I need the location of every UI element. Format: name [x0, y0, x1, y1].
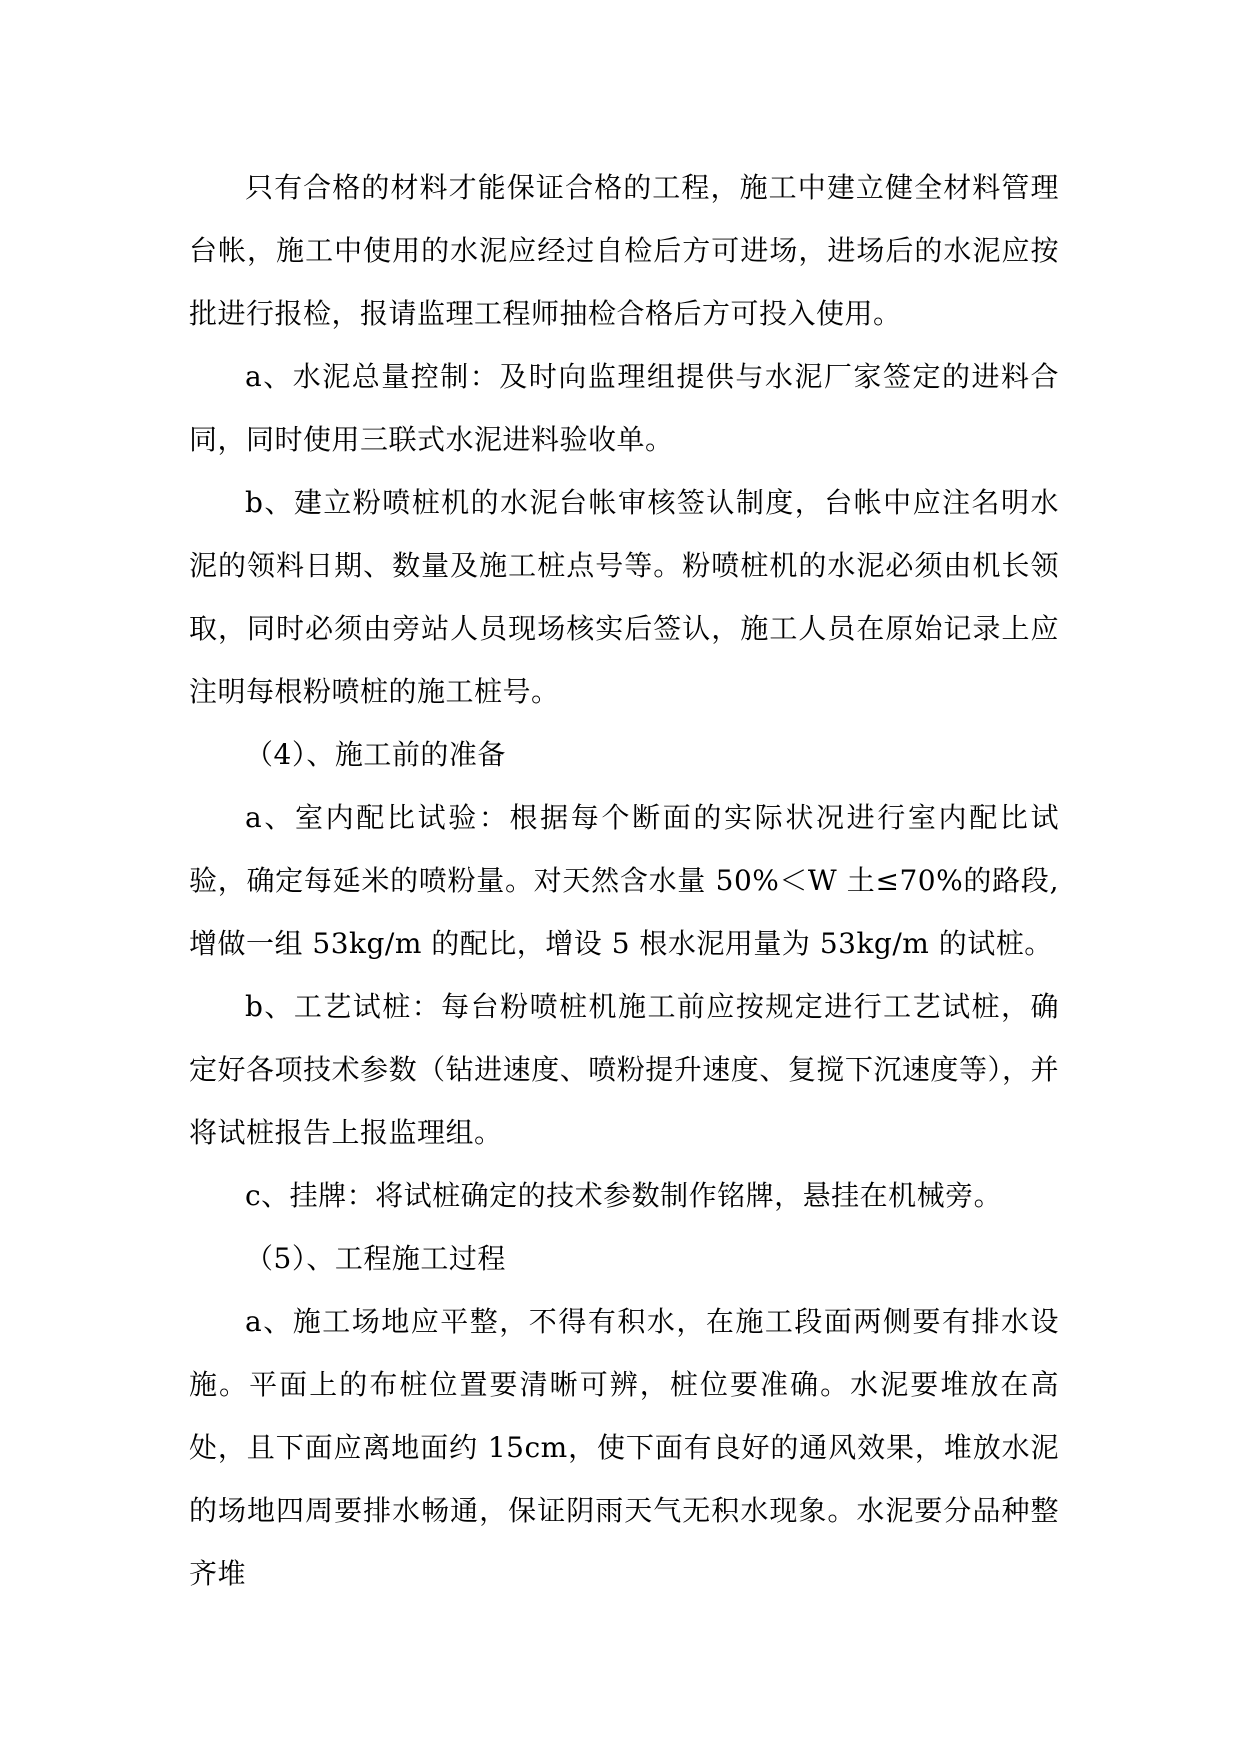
- paragraph-cement-ledger: b、建立粉喷桩机的水泥台帐审核签认制度，台帐中应注名明水泥的领料日期、数量及施工桩点号等。粉喷桩机的水泥必须由机长领取，同时必须由旁站人员现场核实后签认，施工人员在原始记录上应注明每根粉喷桩的施工桩号。: [189, 486, 1059, 708]
- paragraph-material-control: 只有合格的材料才能保证合格的工程，施工中建立健全材料管理台帐，施工中使用的水泥应经过自检后方可进场，进场后的水泥应按批进行报检，报请监理工程师抽检合格后方可投入使用。: [189, 171, 1059, 330]
- section-heading-construction-process: （5）、工程施工过程: [245, 1242, 506, 1275]
- paragraph-nameplate: c、挂牌：将试桩确定的技术参数制作铭牌，悬挂在机械旁。: [245, 1179, 1003, 1212]
- paragraph-cement-total-control: a、水泥总量控制：及时向监理组提供与水泥厂家签定的进料合同，同时使用三联式水泥进料验收单。: [189, 360, 1059, 456]
- document-body: [189, 156, 1059, 1605]
- section-heading-preparation: （4）、施工前的准备: [245, 738, 506, 771]
- paragraph-site-preparation: a、施工场地应平整，不得有积水，在施工段面两侧要有排水设施。平面上的布桩位置要清晰可辨，桩位要准确。水泥要堆放在高处，且下面应离地面约 15cm，使下面有良好的通风效果，堆放水泥的场地四周要排水畅通，保证阴雨天气无积水现象。水泥要分品种整齐堆: [189, 1305, 1059, 1590]
- paragraph-process-test-pile: b、工艺试桩：每台粉喷桩机施工前应按规定进行工艺试桩，确定好各项技术参数（钻进速度、喷粉提升速度、复搅下沉速度等），并将试桩报告上报监理组。: [189, 990, 1059, 1149]
- paragraph-lab-mix-test: a、室内配比试验：根据每个断面的实际状况进行室内配比试验，确定每延米的喷粉量。对天然含水量 50%＜W 土≤70%的路段,增做一组 53kg/m 的配比，增设 5 根水泥用量为 53kg/m 的试桩。: [189, 801, 1059, 960]
